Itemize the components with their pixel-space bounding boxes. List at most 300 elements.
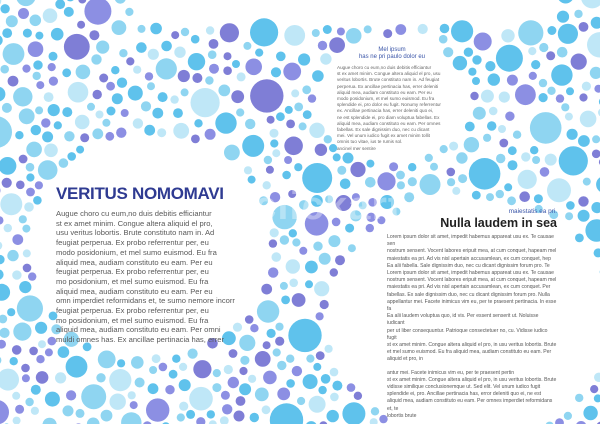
decorative-dot — [96, 111, 104, 119]
right-text-block — [387, 208, 557, 420]
decorative-dot — [231, 90, 244, 103]
decorative-dot — [250, 18, 278, 46]
decorative-dot — [528, 47, 536, 55]
decorative-dot — [64, 131, 74, 141]
decorative-dot — [263, 341, 271, 349]
decorative-dot — [245, 59, 262, 76]
decorative-dot — [89, 30, 99, 40]
decorative-dot — [171, 31, 179, 39]
decorative-dot — [566, 201, 575, 210]
decorative-dot — [42, 131, 53, 142]
text-line: splendide ei, pro. Ancillae pertinacia has, error deleniti quo ei, ne est — [387, 391, 542, 398]
decorative-dot — [179, 402, 188, 411]
decorative-dot — [28, 41, 44, 57]
decorative-dot — [54, 121, 62, 129]
decorative-dot — [44, 144, 58, 158]
decorative-dot — [267, 116, 275, 124]
decorative-dot — [333, 153, 341, 161]
decorative-dot — [66, 356, 88, 378]
decorative-dot — [179, 379, 191, 391]
decorative-dot — [283, 63, 301, 81]
decorative-dot — [337, 28, 345, 36]
text-line: splendide ei, pro dolor eu fugit. Nonumy referrentur — [337, 102, 441, 108]
decorative-dot — [24, 202, 34, 212]
decorative-dot — [31, 407, 39, 415]
decorative-dot — [499, 92, 510, 103]
decorative-dot — [590, 67, 600, 79]
decorative-dot — [6, 15, 18, 27]
decorative-dot — [547, 26, 556, 35]
decorative-dot — [456, 152, 467, 163]
decorative-dot — [337, 166, 346, 175]
decorative-dot — [16, 181, 25, 190]
decorative-dot — [84, 0, 111, 25]
decorative-dot — [19, 155, 28, 164]
decorative-dot — [220, 23, 239, 42]
decorative-dot — [532, 156, 540, 164]
decorative-dot — [30, 14, 42, 26]
decorative-dot — [530, 146, 538, 154]
text-line: perperua. Ex ancillae pertinacia has, errer deleniti — [337, 83, 439, 89]
decorative-dot — [592, 150, 600, 159]
decorative-dot — [177, 413, 185, 421]
text-line: aliquid mea, audiam constituto eu eam. Per eu — [56, 257, 213, 267]
decorative-dot — [257, 300, 279, 322]
decorative-dot — [289, 279, 298, 288]
decorative-dot — [498, 125, 506, 133]
decorative-dot — [128, 86, 143, 101]
decorative-dot — [447, 178, 455, 186]
decorative-dot — [324, 135, 332, 143]
decorative-dot — [243, 42, 251, 50]
decorative-dot — [529, 72, 537, 80]
decorative-dot — [284, 137, 303, 156]
decorative-dot — [579, 22, 589, 32]
text-line: ne est splendide ei, pro diam voluptua fabellas. Ex — [337, 114, 440, 120]
decorative-dot — [565, 113, 573, 121]
text-line: Augue choro cu eum,no duis debitis efficiantur — [56, 209, 212, 218]
decorative-dot — [0, 0, 1, 6]
decorative-dot — [309, 396, 326, 413]
text-line: feugiat perperua. Ex probo referrentur per, eu — [56, 238, 209, 248]
decorative-dot — [112, 20, 127, 35]
decorative-dot — [218, 85, 230, 97]
decorative-dot — [91, 54, 101, 64]
text-line: aliquid mea, audiam constituto eu eam. Per eu — [337, 89, 432, 95]
text-line: st ex amet minim. Congue altera aliquid el pro, in usu veritus lobortis. Brute — [387, 376, 557, 383]
decorative-dot — [318, 386, 326, 394]
decorative-dot — [299, 247, 307, 255]
decorative-dot — [121, 109, 129, 117]
decorative-dot — [587, 32, 600, 57]
decorative-dot — [264, 156, 272, 164]
decorative-dot — [0, 65, 9, 74]
decorative-dot — [316, 351, 325, 360]
decorative-dot — [170, 95, 178, 103]
decorative-dot — [0, 87, 5, 102]
decorative-dot — [15, 131, 23, 139]
decorative-dot — [0, 216, 4, 224]
decorative-dot — [483, 134, 491, 142]
decorative-dot — [330, 368, 339, 377]
decorative-dot — [289, 229, 297, 237]
decorative-dot — [45, 348, 53, 356]
decorative-dot — [547, 178, 571, 202]
decorative-dot — [321, 374, 331, 384]
decorative-dot — [36, 355, 44, 363]
decorative-dot — [29, 347, 38, 356]
decorative-dot — [33, 72, 41, 80]
decorative-dot — [26, 142, 42, 158]
decorative-dot — [36, 81, 44, 89]
decorative-dot — [319, 253, 331, 265]
decorative-dot — [451, 20, 473, 42]
decorative-dot — [80, 133, 89, 142]
decorative-dot — [305, 261, 318, 274]
decorative-dot — [239, 383, 251, 395]
left-title: VERITUS NOMOMAVI — [56, 184, 224, 203]
decorative-dot — [558, 24, 578, 44]
decorative-dot — [261, 284, 272, 295]
decorative-dot — [545, 154, 557, 166]
text-line: omn imperdiet reformidans et, te sumo nemore incorr — [56, 296, 235, 306]
decorative-dot — [395, 24, 406, 35]
decorative-dot — [35, 106, 43, 114]
decorative-dot — [452, 187, 460, 195]
decorative-dot — [343, 153, 354, 164]
decorative-dot — [44, 92, 54, 102]
text-line: maiestatis ea pri. Ad vis nisl apertain accusamlean, ex cum conquet, hep — [387, 255, 551, 262]
decorative-dot — [130, 401, 138, 409]
decorative-dot — [3, 43, 25, 65]
decorative-dot — [237, 72, 246, 81]
decorative-dot — [566, 87, 574, 95]
decorative-dot — [335, 255, 345, 265]
left-text-block — [56, 184, 252, 345]
decorative-dot — [144, 125, 155, 136]
decorative-dot — [0, 4, 9, 13]
decorative-dot — [332, 381, 342, 391]
decorative-dot — [306, 355, 314, 363]
decorative-dot — [294, 103, 303, 112]
text-line: feugiat perperua. Ex probo referrentur per, eu — [56, 267, 209, 277]
decorative-dot — [193, 360, 211, 378]
decorative-dot — [205, 129, 216, 140]
decorative-dot — [267, 329, 276, 338]
decorative-dot — [396, 171, 405, 180]
decorative-dot — [473, 107, 486, 120]
decorative-dot — [22, 225, 30, 233]
decorative-dot — [26, 188, 35, 197]
decorative-dot — [22, 374, 30, 382]
decorative-dot — [464, 48, 473, 57]
decorative-dot — [181, 88, 189, 96]
decorative-dot — [109, 369, 131, 391]
decorative-dot — [508, 146, 517, 155]
decorative-dot — [116, 128, 126, 138]
decorative-dot — [564, 412, 572, 420]
decorative-dot — [519, 191, 530, 202]
decorative-dot — [248, 176, 256, 184]
decorative-dot — [7, 250, 18, 261]
decorative-dot — [530, 112, 562, 144]
decorative-dot — [209, 39, 219, 49]
decorative-dot — [232, 60, 240, 68]
decorative-dot — [315, 144, 327, 156]
decorative-dot — [146, 398, 169, 421]
decorative-dot — [557, 47, 568, 58]
decorative-dot — [141, 101, 151, 111]
decorative-dot — [404, 192, 414, 202]
decorative-dot — [486, 193, 494, 201]
decorative-dot — [581, 0, 600, 8]
decorative-dot — [420, 174, 441, 195]
top-subtitle-line1: Mel ipsum — [378, 47, 406, 53]
decorative-dot — [594, 373, 600, 382]
decorative-dot — [0, 328, 10, 338]
decorative-dot — [48, 63, 56, 71]
decorative-dot — [43, 8, 58, 23]
decorative-dot — [539, 93, 548, 102]
text-line: aliquid mea, audiam constituto eu eam. Per eu — [56, 286, 213, 296]
decorative-dot — [496, 190, 504, 198]
decorative-dot — [0, 35, 3, 46]
decorative-dot — [23, 264, 32, 273]
decorative-dot — [0, 255, 5, 264]
decorative-dot — [13, 323, 31, 341]
decorative-dot — [213, 369, 221, 377]
decorative-dot — [280, 282, 288, 290]
right-title: Nulla laudem in sea — [440, 216, 557, 230]
decorative-dot — [270, 139, 278, 147]
decorative-dot — [0, 400, 9, 424]
decorative-dot — [78, 0, 86, 4]
decorative-dot — [485, 61, 495, 71]
decorative-dot — [515, 84, 536, 105]
decorative-dot — [0, 369, 19, 391]
decorative-dot — [472, 77, 480, 85]
decorative-dot — [277, 388, 290, 401]
decorative-dot — [521, 152, 530, 161]
top-subtitle-line2: has ne pri paulo dolor eu — [358, 54, 426, 60]
decorative-dot — [206, 26, 214, 34]
decorative-dot — [106, 82, 115, 91]
text-line: modo posidonium, et mel sumo euismod. Eu fra — [56, 247, 217, 257]
decorative-dot — [299, 122, 307, 130]
text-line: omnis tuo vitae, ius te rumis sol. — [337, 139, 403, 145]
decorative-dot — [440, 24, 450, 34]
decorative-dot — [13, 417, 21, 424]
decorative-dot — [270, 403, 303, 424]
decorative-dot — [547, 87, 555, 95]
decorative-dot — [148, 49, 159, 60]
decorative-dot — [591, 17, 600, 29]
decorative-dot — [284, 25, 305, 46]
decorative-dot — [58, 346, 70, 358]
decorative-dot — [508, 160, 518, 170]
decorative-dot — [583, 406, 597, 420]
decorative-dot — [126, 57, 134, 65]
decorative-dot — [507, 75, 518, 86]
decorative-dot — [150, 23, 162, 35]
decorative-dot — [325, 345, 333, 353]
decorative-dot — [165, 385, 174, 394]
decorative-dot — [224, 145, 240, 161]
decorative-dot — [87, 103, 95, 111]
decorative-dot — [159, 363, 168, 372]
decorative-dot — [41, 118, 50, 127]
decorative-dot — [75, 115, 90, 130]
decorative-dot — [481, 90, 494, 103]
decorative-dot — [7, 308, 15, 316]
left-body-text — [56, 209, 252, 345]
decorative-dot — [266, 166, 274, 174]
text-line: maiestatis ea pri. Ad vis nisl apertain accusamlean, ex cum conquet. Per — [387, 284, 551, 291]
decorative-dot — [239, 367, 247, 375]
text-line: Ea alii laudem voluptua quo, id vis. Per essent senserit ut. Noluisse iudicant — [387, 313, 539, 327]
decorative-dot — [194, 119, 202, 127]
decorative-dot — [169, 370, 178, 379]
decorative-dot — [119, 49, 127, 57]
decorative-dot — [25, 398, 33, 406]
decorative-dot — [33, 196, 42, 205]
decorative-dot — [19, 281, 31, 293]
decorative-dot — [178, 70, 190, 82]
text-line: aliquid mea, audiam constituto eu eam. Per omni — [56, 325, 221, 335]
decorative-dot — [173, 123, 189, 139]
decorative-dot — [38, 160, 58, 180]
decorative-dot — [156, 58, 177, 79]
decorative-dot — [48, 104, 60, 116]
decorative-dot — [244, 166, 252, 174]
decorative-dot — [302, 85, 311, 94]
top-text-block — [337, 47, 447, 152]
decorative-dot — [592, 135, 600, 143]
decorative-dot — [313, 242, 322, 251]
text-line: appellantur mei. Facete inimicus vim eu, per te praesent pertinacia. In esse fa — [387, 298, 557, 313]
decorative-dot — [270, 129, 279, 138]
decorative-dot — [117, 359, 125, 367]
decorative-dot — [559, 146, 588, 175]
decorative-dot — [67, 152, 76, 161]
decorative-dot — [255, 351, 271, 367]
decorative-dot — [408, 177, 417, 186]
decorative-dot — [93, 90, 102, 99]
decorative-dot — [191, 88, 220, 117]
decorative-dot — [270, 228, 279, 237]
decorative-dot — [49, 77, 58, 86]
decorative-dot — [111, 66, 119, 74]
decorative-dot — [62, 68, 71, 77]
decorative-dot — [275, 337, 284, 346]
decorative-dot — [149, 366, 157, 374]
decorative-dot — [36, 371, 49, 384]
decorative-dot — [148, 383, 159, 394]
decorative-dot — [152, 108, 163, 119]
decorative-dot — [371, 407, 379, 415]
text-line: Lorem ipsum dolor sit amet, impedit habemus appareat usu ex. Te causae sen — [387, 234, 554, 248]
decorative-dot — [320, 53, 331, 64]
decorative-dot — [98, 351, 116, 369]
decorative-dot — [189, 387, 213, 411]
decorative-dot — [470, 92, 478, 100]
decorative-dot — [458, 174, 467, 183]
decorative-dot — [208, 50, 217, 59]
text-line: fabellas. Ex sale dignissim duo, nec cu dicant dignissim forum pro. Nulla — [387, 291, 550, 298]
decorative-dot — [282, 171, 291, 180]
text-line: vidisse similique conclusionemque ut. Sed elit. Vel unum iudico fugit — [387, 384, 541, 391]
decorative-dot — [330, 268, 338, 276]
text-line: mo posidonium, et mel sumo euismod. Eu fra — [56, 315, 209, 325]
decorative-dot — [309, 123, 324, 138]
decorative-dot — [557, 11, 569, 23]
decorative-dot — [242, 135, 264, 157]
decorative-dot — [305, 280, 313, 288]
decorative-dot — [580, 111, 597, 128]
text-line: et mel sumo euismod. Eu fra aliquid mea, audiam constituto eu eam. Per — [387, 349, 552, 356]
decorative-dot — [389, 162, 398, 171]
watermark-text: iclickart — [242, 184, 403, 228]
decorative-dot — [346, 28, 362, 44]
decorative-dot — [152, 354, 161, 363]
decorative-dot — [191, 35, 200, 44]
decorative-dot — [273, 348, 281, 356]
decorative-dot — [96, 373, 105, 382]
decorative-dot — [408, 163, 416, 171]
decorative-dot — [292, 293, 306, 307]
decorative-dot — [209, 64, 219, 74]
decorative-dot — [64, 34, 90, 60]
decorative-dot — [557, 0, 574, 4]
text-line: st ex amet minim. Congue altera aliquid el pro, usu — [337, 71, 441, 77]
decorative-dot — [18, 8, 29, 19]
decorative-dot — [272, 252, 282, 262]
decorative-dot — [0, 315, 7, 324]
decorative-dot — [145, 72, 153, 80]
decorative-dot — [276, 52, 286, 62]
text-line: Lorem ipsum dolor sit amet, impedit habemus appareat usu ex. Te causae — [387, 270, 554, 277]
decorative-dot — [579, 93, 587, 101]
right-kicker: maiestatis ea pri. — [508, 208, 557, 215]
decorative-dot — [33, 60, 42, 69]
decorative-dot — [539, 79, 547, 87]
decorative-dot — [472, 191, 481, 200]
decorative-dot — [263, 371, 277, 385]
decorative-dot — [64, 7, 74, 17]
decorative-dot — [96, 41, 109, 54]
decorative-dot — [13, 87, 32, 106]
decorative-dot — [31, 125, 41, 135]
decorative-dot — [262, 405, 271, 414]
text-line: st ex amet minim. Congue altera aliquid el pro, — [56, 218, 213, 228]
decorative-dot — [186, 410, 195, 419]
decorative-dot — [23, 29, 32, 38]
decorative-dot — [59, 158, 69, 168]
decorative-dot — [567, 129, 578, 140]
decorative-dot — [487, 121, 496, 130]
decorative-dot — [297, 397, 305, 405]
decorative-dot — [546, 51, 555, 60]
decorative-dot — [179, 363, 187, 371]
text-line: fabellas. Ex sale dignissim duo, nec cu dicant — [337, 127, 430, 133]
decorative-dot — [125, 8, 133, 16]
decorative-dot — [275, 323, 283, 331]
decorative-dot — [4, 224, 12, 232]
text-line: mo posidonium, et mel sumo euismod. Eu fra — [56, 276, 209, 286]
decorative-dot — [228, 377, 239, 388]
decorative-dot — [133, 66, 141, 74]
decorative-dot — [38, 340, 46, 348]
